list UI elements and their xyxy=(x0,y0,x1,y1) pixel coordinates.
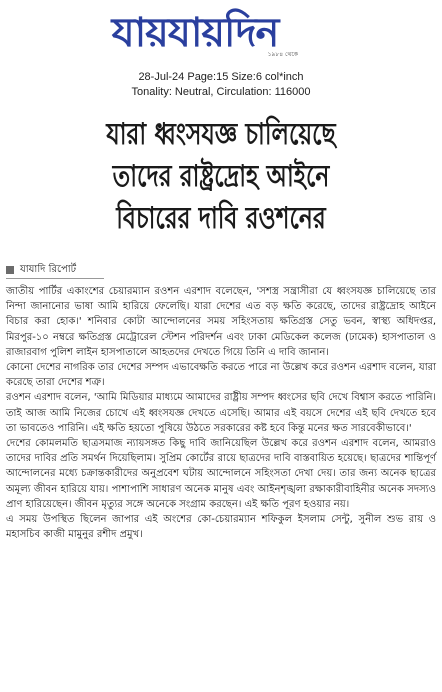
paragraph-4: দেশের কোমলমতি ছাত্রসমাজ ন্যায়সঙ্গত কিছু দাবি জানিয়েছিল উল্লেখ করে রওশন এরশাদ বলেন, আমরাও তাদের দাবির প্রতি সমর্থন দিয়েছিলাম। সুপ্রিম কোর্টের রায়ে ছাত্রদের দাবি বাস্তবায়িত হয়েছে। ছাত্রদের শান্তিপূর্ণ আন্দোলনের মধ্যে চক্রান্তকারীদের অনুপ্রবেশ ঘটায় আন্দোলনে সহিংসতা দেখা দেয়। তার জন্য অনেক ছাত্রের অমূল্য জীবন হারিয়ে যায়। পাশাপাশি সাধারণ অনেক মানুষ এবং আইনশৃঙ্খলা রক্ষাকারীবাহিনীর অনেক সদস্যও প্রাণ হারিয়েছেন। জীবন মৃত্যুর সঙ্গে অনেকে সংগ্রাম করছেন। এই ক্ষতি পূরণ হওয়ার নয়। xyxy=(6,438,436,510)
headline-line-1: যারা ধ্বংসযজ্ঞ চালিয়েছে xyxy=(106,117,336,152)
byline-text: যাযাদি রিপোর্ট xyxy=(20,263,77,275)
masthead-title: যায়যায়দিন xyxy=(111,10,279,56)
paragraph-1: জাতীয় পার্টির একাংশের চেয়ারম্যান রওশন এরশাদ বলেছেন, 'সশস্ত্র সন্ত্রাসীরা যে ধ্বংসযজ্ঞ চালিয়েছে তার নিন্দা জানানোর ভাষা আমি হারিয়ে ফেলেছি। যারা দেশের এত বড় ক্ষতি করেছে, তাদের রাষ্ট্রদ্রোহ আইনে বিচার করা হোক।' শনিবার কোটা আন্দোলনের সময় সহিংসতায় ক্ষতিগ্রস্ত সেতু ভবন, স্বাস্থ্য অধিদপ্তর, মিরপুর-১০ নম্বরে ক্ষতিগ্রস্ত মেট্রোরেল স্টেশন পরিদর্শন এবং ঢাকা মেডিকেল কলেজ (ঢামেক) হাসপাতাল ও রাজারবাগ পুলিশ লাইন হাসপাতালে আহতদের দেখতে গিয়ে তিনি এ দাবি জানান। xyxy=(6,286,436,358)
clipping-meta-tonality: Tonality: Neutral, Circulation: 116000 xyxy=(131,86,311,98)
headline-line-3: বিচারের দাবি রওশনের xyxy=(116,201,326,236)
masthead-tagline: ১৯৮৪ থেকে xyxy=(267,51,298,58)
headline-line-2: তাদের রাষ্ট্রদ্রোহ আইনে xyxy=(112,159,330,194)
byline xyxy=(6,262,76,278)
paragraph-2: কোনো দেশের নাগরিক তার দেশের সম্পদ এভাবেক্ষতি করতে পারে না উল্লেখ করে রওশন এরশাদ বলেন, যারা করেছে তারা দেশের শত্রু। xyxy=(6,362,436,389)
clipping-meta-date-page: 28-Jul-24 Page:15 Size:6 col*inch xyxy=(138,71,304,83)
newspaper-masthead-logo xyxy=(84,4,306,62)
paragraph-3: রওশন এরশাদ বলেন, 'আমি মিডিয়ার মাধ্যমে আমাদের রাষ্ট্রীয় সম্পদ ধ্বংসের ছবি দেখে বিশ্বাস করতে পারিনি। তাই আজ আমি নিজের চোখে এই ধ্বংসযজ্ঞ দেখতে এসেছি। আমার এই বয়সে দেশের এই ছবি দেখতে হবে তা ভাবতেও পারিনি। এই ক্ষতি হয়তো পুষিয়ে উঠতে সরকারের কষ্ট হবে কিন্তু মনের ক্ষত সারবেকীভাবে।' xyxy=(6,392,436,434)
paragraph-5: এ সময় উপস্থিত ছিলেন জাপার এই অংশের কো-চেয়ারম্যান শফিকুল ইসলাম সেন্টু, সুনীল শুভ রায় ও মহাসচিব কাজী মামুনুর রশীদ প্রমুখ। xyxy=(6,514,436,541)
byline-divider xyxy=(6,278,104,279)
article-body xyxy=(6,284,436,542)
byline-square-icon xyxy=(6,266,14,274)
